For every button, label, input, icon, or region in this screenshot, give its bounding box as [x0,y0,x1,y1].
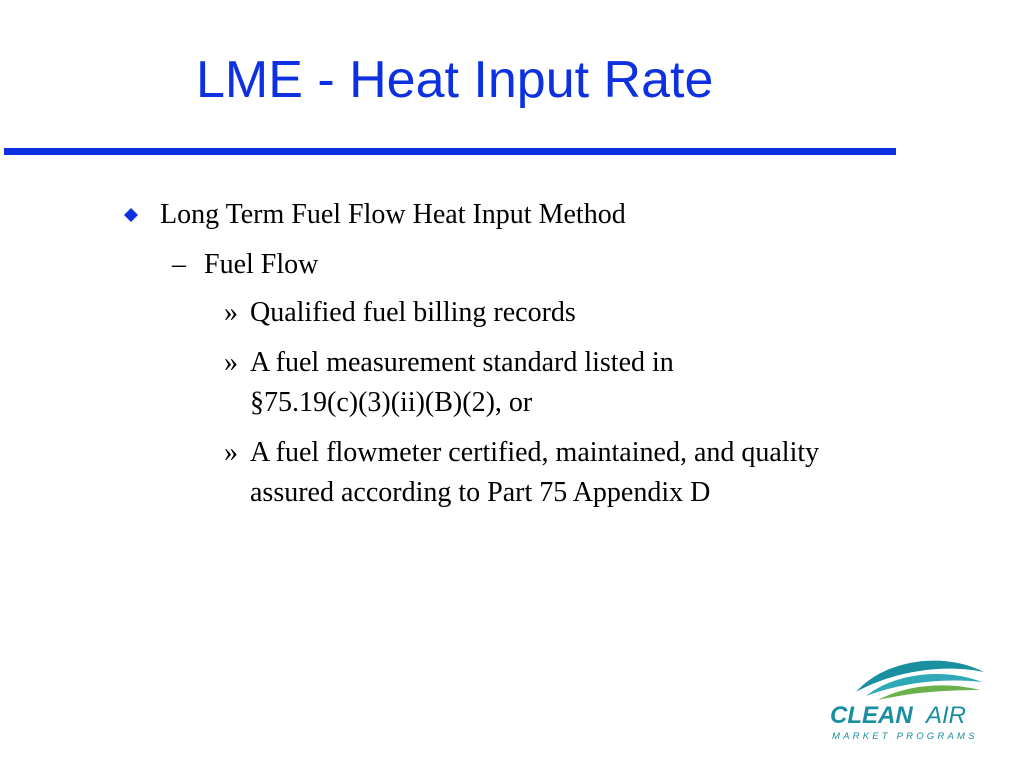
bullet-level1-text: Long Term Fuel Flow Heat Input Method [160,199,626,230]
logo-word-air: AIR [926,702,967,729]
bullet-level3-text: A fuel flowmeter certified, maintained, and quality [250,437,820,468]
logo-word-clean: CLEAN [830,702,913,729]
bullet-level3-text: §75.19(c)(3)(ii)(B)(2), or [250,387,533,418]
clean-air-logo [826,650,986,745]
bullet-level3-text: assured according to Part 75 Appendix D [250,477,711,508]
title-underline-rule [4,148,896,155]
slide-title: LME - Heat Input Rate [196,51,714,109]
bullet-level2-text: Fuel Flow [204,249,319,280]
logo-swoosh-icon [856,661,984,700]
bullet-level3-marker: » [224,437,238,468]
logo-tagline: MARKET PROGRAMS [832,731,978,742]
diamond-bullet-icon [124,208,138,222]
bullet-level3-text: A fuel measurement standard listed in [250,347,674,378]
bullet-level2-marker: – [172,249,186,280]
bullet-level3-text: Qualified fuel billing records [250,297,576,328]
bullet-level3-marker: » [224,347,238,378]
bullet-level3-marker: » [224,297,238,328]
